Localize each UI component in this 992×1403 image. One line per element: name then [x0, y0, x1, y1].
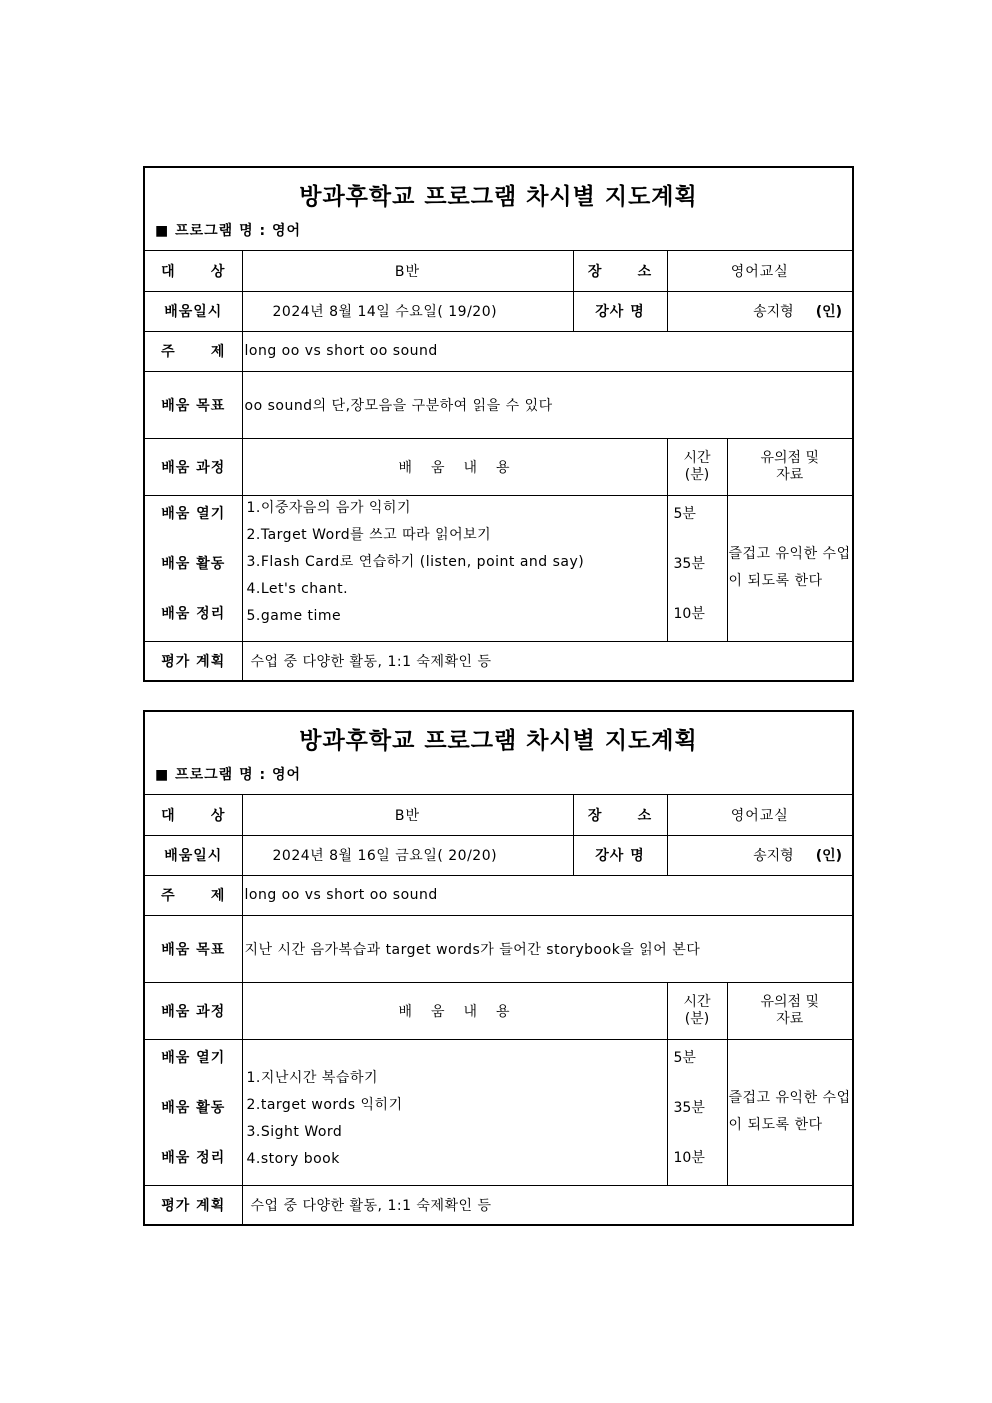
activity-item: 2.Target Word를 쓰고 따라 읽어보기 — [246, 526, 492, 543]
stage-cell — [145, 1039, 242, 1185]
stage-label: 배움 활동 — [161, 555, 226, 572]
time-value: 35분 — [673, 555, 705, 572]
activity-item: 4.story book — [246, 1150, 340, 1167]
instructor-cell — [667, 835, 852, 875]
lesson-plan-1 — [143, 166, 854, 682]
instructor-cell — [667, 291, 852, 331]
activity-item: 4.Let's chant. — [246, 580, 349, 597]
notes-header: 유의점 및 자료 — [727, 438, 852, 495]
place-label: 장 소 — [573, 251, 667, 291]
instructor-seal: (인) — [815, 304, 843, 320]
date-value: 2024년 8월 14일 수요일( 19/20) — [242, 291, 573, 331]
eval-label: 평가 계획 — [145, 1185, 242, 1224]
plan-table — [145, 795, 852, 1224]
instructor-name: 송지형 — [753, 304, 794, 320]
stage-label: 배움 열기 — [161, 505, 226, 522]
time-value: 35분 — [673, 1099, 705, 1116]
target-value: B반 — [242, 795, 573, 835]
plan-table — [145, 251, 852, 680]
time-header: 시간 (분) — [667, 438, 727, 495]
stage-label: 배움 열기 — [161, 1049, 226, 1066]
date-label: 배움일시 — [145, 291, 242, 331]
activity-item: 2.target words 익히기 — [246, 1096, 403, 1113]
stage-label: 배움 활동 — [161, 1099, 226, 1116]
notes-value: 즐겁고 유익한 수업이 되도록 한다 — [727, 495, 852, 641]
activity-item: 3.Sight Word — [246, 1123, 343, 1140]
program-name: ■ 프로그램 명 : 영어 — [155, 223, 301, 239]
time-value: 10분 — [673, 1149, 705, 1166]
time-header: 시간 (분) — [667, 982, 727, 1039]
activity-cell — [242, 495, 667, 641]
goal-value: 지난 시간 음가복습과 target words가 들어간 storybook을 읽어 본다 — [242, 915, 852, 982]
process-label: 배움 과정 — [145, 438, 242, 495]
target-value: B반 — [242, 251, 573, 291]
time-cell — [667, 495, 727, 641]
place-value: 영어교실 — [667, 795, 852, 835]
instructor-seal: (인) — [815, 848, 843, 864]
goal-value: oo sound의 단,장모음을 구분하여 읽을 수 있다 — [242, 371, 852, 438]
time-value: 5분 — [673, 505, 696, 522]
instructor-label: 강사 명 — [573, 291, 667, 331]
content-header: 배 움 내 용 — [242, 982, 667, 1039]
eval-label: 평가 계획 — [145, 641, 242, 680]
topic-value: long oo vs short oo sound — [242, 331, 852, 371]
plan-title: 방과후학교 프로그램 차시별 지도계획 — [299, 183, 698, 210]
time-value: 5분 — [673, 1049, 696, 1066]
date-value: 2024년 8월 16일 금요일( 20/20) — [242, 835, 573, 875]
activity-item: 1.이중자음의 음가 익히기 — [246, 499, 411, 516]
plan-header — [145, 168, 852, 251]
plan-header — [145, 712, 852, 795]
content-header: 배 움 내 용 — [242, 438, 667, 495]
instructor-label: 강사 명 — [573, 835, 667, 875]
activity-item: 5.game time — [246, 607, 342, 624]
stage-cell — [145, 495, 242, 641]
activity-item: 1.지난시간 복습하기 — [246, 1069, 378, 1086]
place-label: 장 소 — [573, 795, 667, 835]
topic-label: 주 제 — [145, 331, 242, 371]
time-value: 10분 — [673, 605, 705, 622]
target-label: 대 상 — [145, 251, 242, 291]
eval-value: 수업 중 다양한 활동, 1:1 숙제확인 등 — [242, 1185, 852, 1224]
place-value: 영어교실 — [667, 251, 852, 291]
date-label: 배움일시 — [145, 835, 242, 875]
instructor-name: 송지형 — [753, 848, 794, 864]
activity-item: 3.Flash Card로 연습하기 (listen, point and say) — [246, 553, 585, 570]
process-label: 배움 과정 — [145, 982, 242, 1039]
stage-label: 배움 정리 — [161, 1149, 226, 1166]
activity-cell — [242, 1039, 667, 1185]
goal-label: 배움 목표 — [145, 371, 242, 438]
topic-value: long oo vs short oo sound — [242, 875, 852, 915]
notes-value: 즐겁고 유익한 수업이 되도록 한다 — [727, 1039, 852, 1185]
eval-value: 수업 중 다양한 활동, 1:1 숙제확인 등 — [242, 641, 852, 680]
program-name: ■ 프로그램 명 : 영어 — [155, 767, 301, 783]
goal-label: 배움 목표 — [145, 915, 242, 982]
stage-label: 배움 정리 — [161, 605, 226, 622]
notes-header: 유의점 및 자료 — [727, 982, 852, 1039]
topic-label: 주 제 — [145, 875, 242, 915]
time-cell — [667, 1039, 727, 1185]
lesson-plan-2 — [143, 710, 854, 1226]
target-label: 대 상 — [145, 795, 242, 835]
plan-title: 방과후학교 프로그램 차시별 지도계획 — [299, 727, 698, 754]
